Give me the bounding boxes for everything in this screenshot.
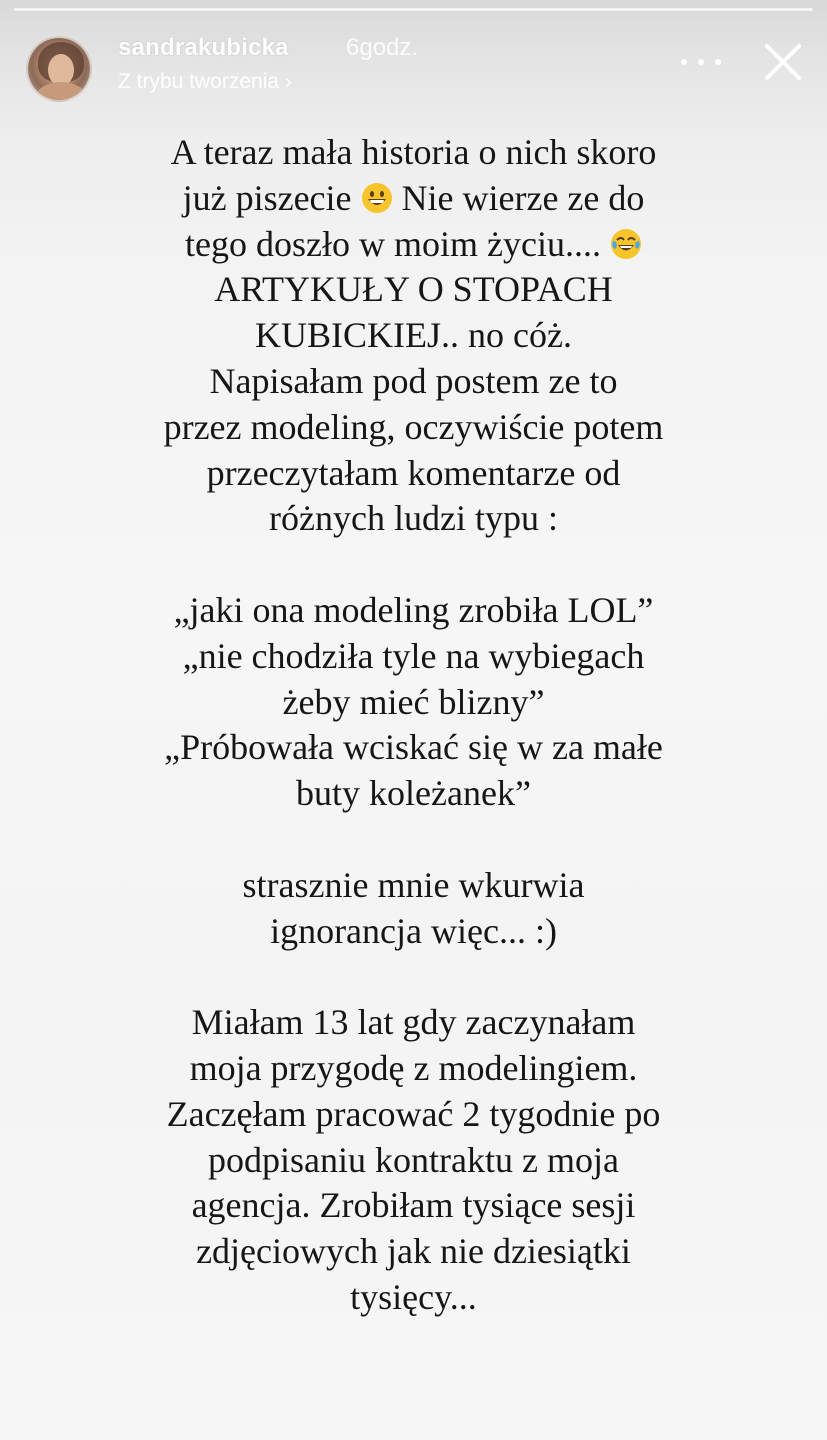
text-line: podpisaniu kontraktu z moja — [208, 1139, 619, 1180]
text-line — [60, 222, 767, 268]
username[interactable]: sandrakubicka — [118, 34, 289, 61]
text-line: ARTYKUŁY O STOPACH — [214, 269, 613, 310]
story-text-block — [60, 130, 767, 1321]
text-line: przeczytałam komentarze od — [206, 452, 621, 493]
text-line: buty koleżanek” — [296, 773, 531, 814]
grinning-face-emoji-icon — [361, 182, 393, 214]
more-options-button[interactable] — [681, 50, 721, 74]
story-progress-bar — [14, 8, 813, 11]
avatar[interactable] — [26, 36, 92, 102]
text-line: „Próbowała wciskać się w za małe — [164, 727, 663, 768]
text-line: Miałam 13 lat gdy zaczynałam — [191, 1002, 636, 1043]
text-line: żeby mieć blizny” — [282, 681, 545, 722]
close-icon — [759, 38, 807, 86]
text-line: moja przygodę z modelingiem. — [189, 1047, 638, 1088]
creation-mode-link[interactable] — [118, 70, 292, 94]
text-line: ignorancja więc... :) — [270, 910, 557, 951]
text-line — [60, 176, 767, 222]
story-header — [26, 30, 809, 100]
text-fragment: Nie wierze ze do — [401, 177, 645, 218]
text-line: różnych ludzi typu : — [269, 498, 558, 539]
text-line: przez modeling, oczywiście potem — [163, 406, 664, 447]
progress-segment — [14, 8, 813, 11]
text-line: KUBICKIEJ.. no cóż. — [255, 315, 572, 356]
creation-mode-label: Z trybu tworzenia — [118, 70, 280, 93]
text-line: strasznie mnie wkurwia — [242, 864, 585, 905]
text-fragment: już piszecie — [182, 177, 352, 218]
text-line: zdjęciowych jak nie dziesiątki — [196, 1231, 631, 1272]
text-line: agencja. Zrobiłam tysiące sesji — [191, 1185, 636, 1226]
face-with-tears-of-joy-emoji-icon — [610, 228, 642, 260]
text-line: tysięcy... — [350, 1276, 477, 1317]
text-line: „nie chodziła tyle na wybiegach — [182, 635, 645, 676]
text-fragment: tego doszło w moim życiu.... — [185, 223, 601, 264]
text-line: „jaki ona modeling zrobiła LOL” — [173, 589, 654, 630]
text-line: A teraz mała historia o nich skoro — [170, 132, 657, 172]
timestamp: 6godz. — [346, 34, 419, 61]
close-button[interactable] — [759, 38, 807, 86]
more-horizontal-icon — [681, 59, 687, 65]
text-line: Zaczęłam pracować 2 tygodnie po — [166, 1093, 661, 1134]
text-line: Napisałam pod postem ze to — [209, 360, 618, 401]
chevron-right-icon: › — [285, 70, 292, 93]
